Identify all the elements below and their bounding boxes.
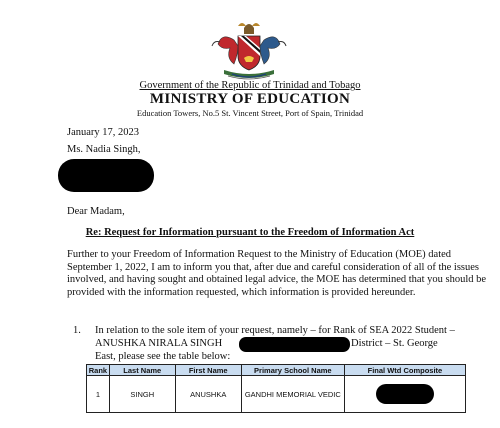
paragraph-line: provided with the information requested, which information is provided hereunder. bbox=[67, 286, 416, 298]
letter-date: January 17, 2023 bbox=[67, 127, 140, 138]
header-first-name: First Name bbox=[175, 365, 241, 376]
header-rank: Rank bbox=[87, 365, 110, 376]
redaction-recipient-address bbox=[58, 159, 154, 192]
coat-of-arms-emblem bbox=[208, 18, 290, 82]
body-paragraph bbox=[67, 249, 487, 299]
redaction-student-detail bbox=[239, 337, 350, 352]
paragraph-line: September 1, 2022, I am to inform you that, after due and careful consideration of all of the issues bbox=[67, 261, 480, 273]
government-line: Government of the Republic of Trinidad and Tobago bbox=[139, 80, 361, 91]
cell-last-name: SINGH bbox=[109, 376, 175, 413]
paragraph-line: Further to your Freedom of Information Request to the Ministry of Education (MOE) dated bbox=[67, 249, 452, 260]
cell-school-name: GANDHI MEMORIAL VEDIC bbox=[241, 376, 344, 413]
list-item-line: In relation to the sole item of your request, namely – for Rank of SEA 2022 Student – bbox=[95, 325, 455, 336]
list-item-number: 1. bbox=[73, 325, 81, 336]
paragraph-line: involved, and having sought and obtained legal advice, the MOE has determined that you should be bbox=[67, 274, 487, 286]
table-header-row bbox=[87, 365, 466, 376]
table-row bbox=[87, 376, 466, 413]
student-name: ANUSHKA NIRALA SINGH bbox=[95, 337, 223, 349]
district-text: District – St. George bbox=[351, 337, 438, 349]
header-school-name: Primary School Name bbox=[241, 365, 344, 376]
salutation: Dear Madam, bbox=[67, 206, 125, 217]
list-item-line: East, please see the table below: bbox=[95, 350, 231, 362]
cell-rank: 1 bbox=[87, 376, 110, 413]
ministry-title: MINISTRY OF EDUCATION bbox=[149, 91, 351, 107]
ministry-address: Education Towers, No.5 St. Vincent Street, Port of Spain, Trinidad bbox=[136, 108, 364, 118]
header-last-name: Last Name bbox=[109, 365, 175, 376]
recipient-name: Ms. Nadia Singh, bbox=[67, 144, 141, 155]
subject-line: Re: Request for Information pursuant to the Freedom of Information Act bbox=[85, 227, 415, 238]
results-table bbox=[86, 364, 466, 413]
cell-final-composite bbox=[344, 376, 465, 413]
header-final-composite: Final Wtd Composite bbox=[344, 365, 465, 376]
cell-first-name: ANUSHKA bbox=[175, 376, 241, 413]
redaction-score bbox=[376, 384, 434, 404]
